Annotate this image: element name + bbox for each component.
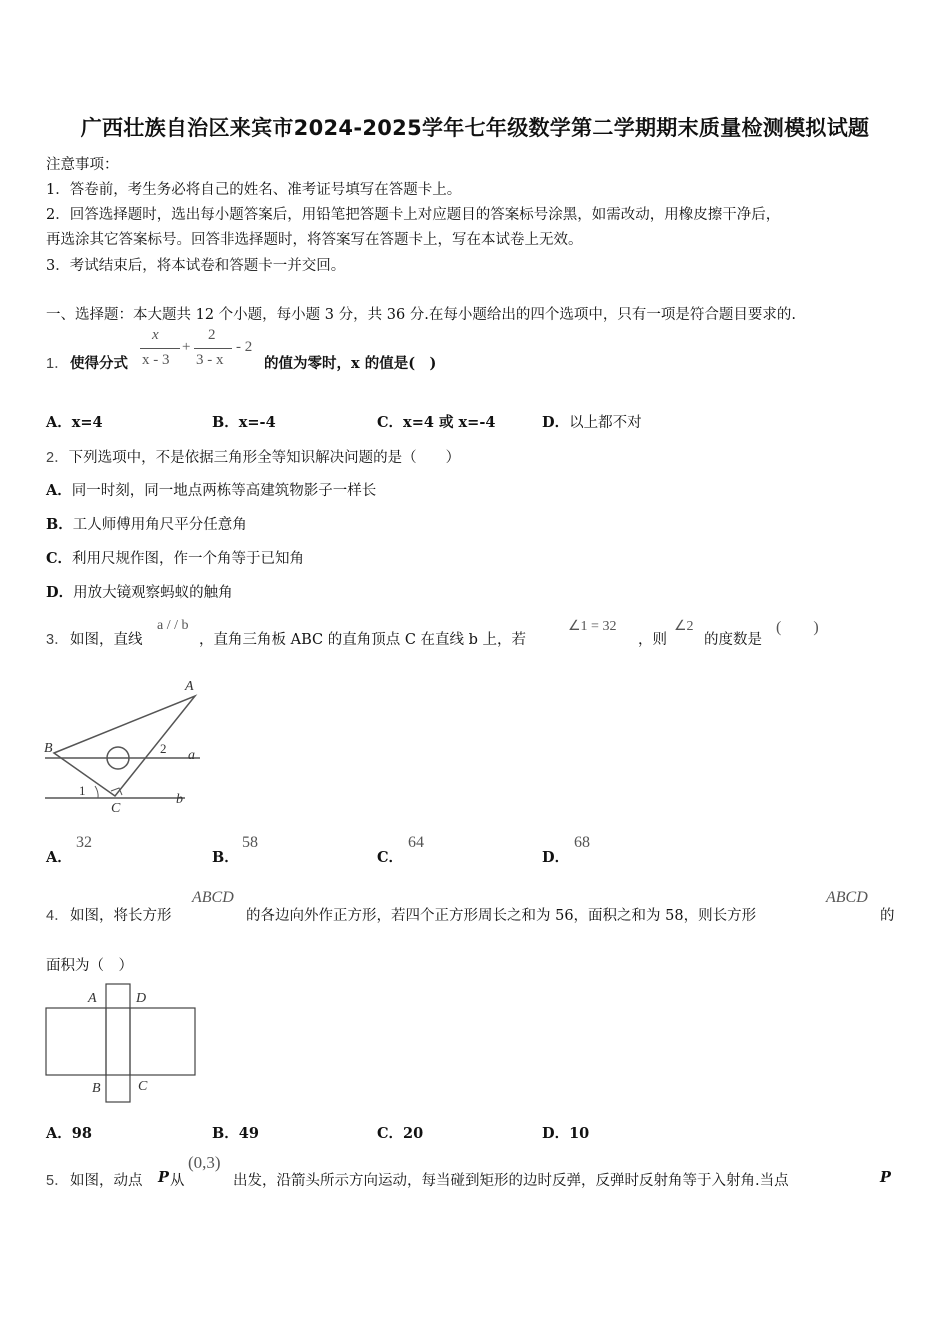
- q3-option-b-value: 58: [242, 834, 258, 851]
- question-3-text-4: 的度数是: [704, 632, 762, 648]
- page-title: 广西壮族自治区来宾市2024-2025学年七年级数学第二学期期末质量检测模拟试题: [80, 116, 870, 140]
- q1-frac1-denominator: x - 3: [142, 352, 170, 368]
- q1-frac2-numerator: 2: [208, 327, 216, 343]
- q1-frac1-bar: [140, 348, 180, 349]
- notice-item-2: 2．回答选择题时，选出每小题答案后，用铅笔把答题卡上对应题目的答案标号涂黑，如需改动，用橡皮擦干净后，: [46, 207, 781, 223]
- label-A: A: [185, 679, 194, 694]
- q5-math-start-point: (0,3): [188, 1153, 221, 1172]
- q1-frac2-bar: [194, 348, 232, 349]
- question-4-text-1: 如图，将长方形: [70, 908, 172, 924]
- q3-option-c[interactable]: C．: [377, 849, 404, 866]
- q1-frac1-numerator: x: [152, 327, 159, 343]
- label-A: A: [88, 991, 97, 1006]
- q2-option-d[interactable]: D．用放大镜观察蚂蚁的触角: [46, 584, 233, 601]
- question-4-number: 4．: [46, 908, 69, 924]
- notice-item-1: 1．答卷前，考生务必将自己的姓名、准考证号填写在答题卡上。: [46, 182, 462, 198]
- q3-option-b[interactable]: B．: [212, 849, 239, 866]
- q3-option-d-value: 68: [574, 834, 590, 851]
- question-1-number: 1．: [46, 356, 69, 372]
- section-heading: 一、选择题：本大题共 12 个小题，每小题 3 分，共 36 分.在每小题给出的四个选项中，只有一项是符合题目要求的.: [46, 307, 796, 323]
- q2-option-b[interactable]: B．工人师傅用角尺平分任意角: [46, 516, 247, 533]
- q1-option-c[interactable]: C．x=4 或 x=-4: [377, 414, 496, 431]
- q1-option-b[interactable]: B．x=-4: [212, 414, 276, 431]
- notice-heading: 注意事项：: [46, 157, 119, 173]
- label-B: B: [92, 1081, 101, 1096]
- q3-option-a[interactable]: A．: [46, 849, 72, 866]
- triangle-abc: [54, 696, 195, 796]
- question-3-text-3: ，则: [638, 632, 667, 648]
- q4-math-abcd-2: ABCD: [826, 889, 868, 906]
- q1-frac2-denominator: 3 - x: [196, 352, 224, 368]
- question-3-number: 3．: [46, 632, 69, 648]
- label-1: 1: [79, 783, 86, 798]
- q3-math-paren: ( ): [776, 619, 819, 636]
- question-1-pre: 使得分式: [70, 355, 128, 372]
- question-3-text-1: 如图，直线: [70, 632, 143, 648]
- q3-figure: [40, 670, 210, 820]
- question-5-text-1: 如图，动点: [70, 1173, 143, 1189]
- q1-minus-two: - 2: [236, 339, 253, 355]
- label-2: 2: [160, 741, 167, 756]
- horizontal-square-strip: [46, 1008, 195, 1075]
- question-4-line-2: 面积为（ ）: [46, 958, 133, 974]
- q3-option-d[interactable]: D．: [542, 849, 570, 866]
- question-4-text-3: 的: [880, 908, 895, 924]
- label-B: B: [44, 741, 53, 756]
- notice-item-2-cont: 再选涂其它答案标号。回答非选择题时，将答案写在答题卡上，写在本试卷上无效。: [46, 232, 583, 248]
- angle-1-arc: [95, 786, 98, 798]
- q3-math-angle1: ∠1 = 32: [568, 619, 617, 634]
- q4-figure: [40, 980, 210, 1110]
- question-1-post: 的值为零时，x 的值是( ): [264, 355, 437, 372]
- q2-option-a[interactable]: A．同一时刻，同一地点两栋等高建筑物影子一样长: [46, 482, 377, 499]
- label-C: C: [111, 801, 121, 816]
- q3-option-a-value: 32: [76, 834, 92, 851]
- q3-math-parallel: a / / b: [157, 618, 189, 633]
- label-a: a: [188, 748, 195, 763]
- q3-math-angle2: ∠2: [674, 619, 694, 634]
- question-5-number: 5．: [46, 1173, 69, 1189]
- q5-point-p-1: P: [158, 1169, 169, 1186]
- vertical-square-strip: [106, 984, 130, 1102]
- q4-option-b[interactable]: B．49: [212, 1125, 259, 1142]
- q3-option-c-value: 64: [408, 834, 424, 851]
- question-5-text-3: 出发，沿箭头所示方向运动，每当碰到矩形的边时反弹，反弹时反射角等于入射角.当点: [233, 1173, 789, 1189]
- q1-option-d[interactable]: D．以上都不对: [542, 414, 642, 431]
- q1-plus: +: [182, 339, 191, 355]
- question-2: 2．下列选项中，不是依据三角形全等知识解决问题的是（ ）: [46, 450, 461, 466]
- q5-point-p-2: P: [880, 1169, 891, 1186]
- question-4-text-2: 的各边向外作正方形，若四个正方形周长之和为 56，面积之和为 58，则长方形: [246, 908, 757, 924]
- question-5-text-2: 从: [170, 1173, 185, 1189]
- q4-math-abcd-1: ABCD: [192, 889, 234, 906]
- label-b: b: [176, 792, 183, 807]
- q4-option-c[interactable]: C．20: [377, 1125, 424, 1142]
- notice-item-3: 3．考试结束后，将本试卷和答题卡一并交回。: [46, 258, 346, 274]
- q4-option-a[interactable]: A．98: [46, 1125, 92, 1142]
- q1-option-a[interactable]: A．x=4: [46, 414, 103, 431]
- q2-option-c[interactable]: C．利用尺规作图，作一个角等于已知角: [46, 550, 305, 567]
- question-3-text-2: ，直角三角板 ABC 的直角顶点 C 在直线 b 上，若: [199, 632, 527, 648]
- label-C: C: [138, 1079, 148, 1094]
- q4-option-d[interactable]: D．10: [542, 1125, 590, 1142]
- label-D: D: [136, 991, 147, 1006]
